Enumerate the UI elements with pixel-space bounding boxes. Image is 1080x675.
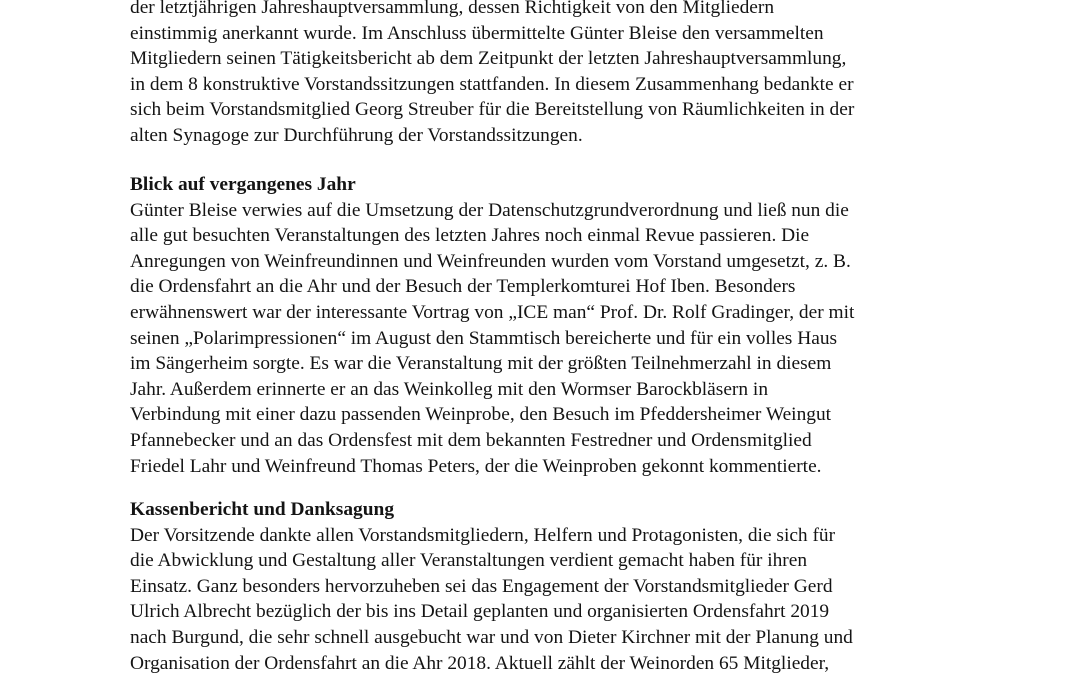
review-line: seinen „Polarimpressionen“ im August den Stammtisch bereicherte und für ein volles Haus: [130, 327, 838, 349]
intro-line: Mitgliedern seinen Tätigkeitsbericht ab dem Zeitpunkt der letzten Jahreshauptversammlung,: [130, 48, 847, 70]
intro-line: einstimmig anerkannt wurde. Im Anschluss übermittelte Günter Bleise den versammelten: [130, 22, 824, 44]
review-line: Günter Bleise verwies auf die Umsetzung der Datenschutzgrundverordnung und ließ nun die: [130, 199, 849, 221]
finance-line: nach Burgund, die sehr schnell ausgebucht war und von Dieter Kirchner mit der Planung und: [130, 626, 853, 648]
finance-section: [130, 497, 960, 675]
intro-line: in dem 8 konstruktive Vorstandssitzungen stattfanden. In diesem Zusammenhang bedankte er: [130, 73, 854, 95]
review-line: erwähnenswert war der interessante Vortrag von „ICE man“ Prof. Dr. Rolf Gradinger, der mit: [130, 301, 855, 323]
intro-line: sich beim Vorstandsmitglied Georg Streuber für die Bereitstellung von Räumlichkeiten in der: [130, 99, 855, 121]
intro-line: alten Synagoge zur Durchführung der Vorstandssitzungen.: [130, 124, 583, 146]
review-line: alle gut besuchten Veranstaltungen des letzten Jahres noch einmal Revue passieren. Die: [130, 225, 810, 247]
review-line: im Sängerheim sorgte. Es war die Veranstaltung mit der größten Teilnehmerzahl in diesem: [130, 353, 832, 375]
section-heading: Blick auf vergangenes Jahr: [130, 174, 356, 195]
intro-paragraph: [130, 0, 960, 149]
review-line: Friedel Lahr und Weinfreund Thomas Peters, der die Weinproben gekonnt kommentierte.: [130, 455, 822, 477]
review-section: [130, 172, 960, 479]
intro-line: der letztjährigen Jahreshauptversammlung, dessen Richtigkeit von den Mitgliedern: [130, 0, 775, 18]
review-line: Verbindung mit einer dazu passenden Weinprobe, den Besuch im Pfeddersheimer Weingut: [130, 404, 832, 426]
review-line: Pfannebecker und an das Ordensfest mit dem bekannten Festredner und Ordensmitglied: [130, 429, 812, 451]
review-line: Anregungen von Weinfreundinnen und Weinfreunden wurden vom Vorstand umgesetzt, z. B.: [130, 250, 851, 272]
review-line: die Ordensfahrt an die Ahr und der Besuch der Templerkomturei Hof Iben. Besonders: [130, 276, 796, 298]
finance-line: Der Vorsitzende dankte allen Vorstandsmitgliedern, Helfern und Protagonisten, die sich für: [130, 524, 836, 546]
review-line: Jahr. Außerdem erinnerte er an das Weinkolleg mit den Wormser Barockbläsern in: [130, 378, 769, 400]
finance-line: Ulrich Albrecht bezüglich der bis ins Detail geplanten und organisierten Ordensfahrt 2019: [130, 601, 830, 623]
finance-line: Einsatz. Ganz besonders hervorzuheben sei das Engagement der Vorstandsmitglieder Gerd: [130, 575, 833, 597]
section-heading: Kassenbericht und Danksagung: [130, 499, 395, 520]
finance-line: Organisation der Ordensfahrt an die Ahr 2018. Aktuell zählt der Weinorden 65 Mitglieder,: [130, 652, 830, 674]
finance-line: die Abwicklung und Gestaltung aller Veranstaltungen verdient gemacht haben für ihren: [130, 550, 808, 572]
